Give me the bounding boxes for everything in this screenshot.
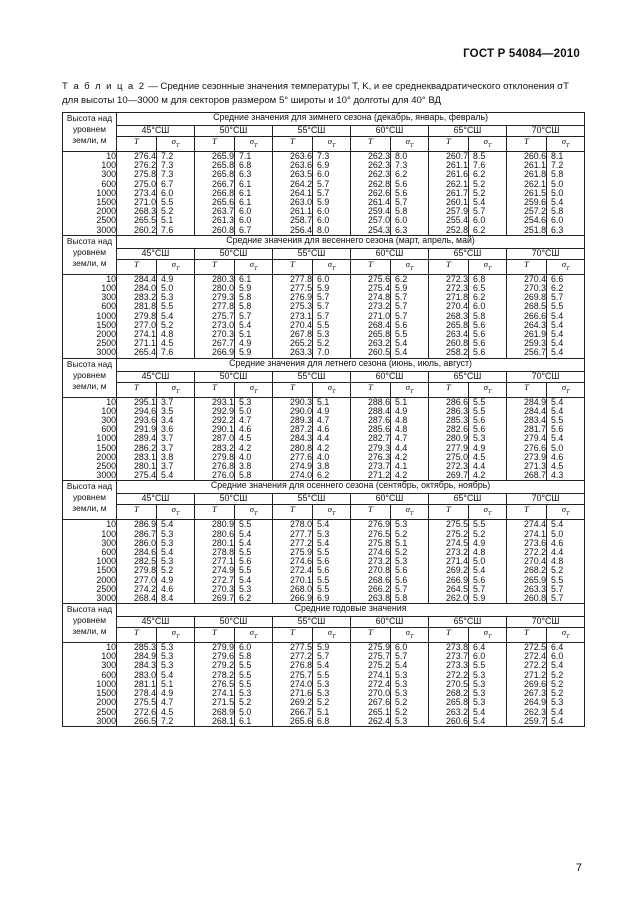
sigma-letter: σ bbox=[483, 381, 488, 392]
latitude-header: 45°СШ bbox=[117, 617, 195, 628]
sigma-subscript: T bbox=[566, 511, 570, 518]
sigma-subscript: T bbox=[176, 265, 180, 272]
temperature-symbol: T bbox=[273, 505, 313, 520]
table-caption-label: Т а б л и ц а 2 bbox=[62, 81, 146, 92]
sigma-values: 5.5 5.4 5.4 5.5 5.6 5.5 5.4 5.3 6.2 bbox=[235, 520, 273, 604]
temperature-symbol: T bbox=[507, 259, 547, 274]
sigma-values: 6.2 5.9 5.7 5.7 5.7 5.6 5.5 5.4 5.4 bbox=[391, 274, 429, 358]
sigma-symbol bbox=[235, 382, 273, 397]
symbol-row bbox=[63, 505, 585, 520]
temperature-symbol: T bbox=[273, 628, 313, 643]
sigma-values: 7.2 7.3 7.3 6.7 6.0 5.5 5.2 5.1 7.6 bbox=[157, 151, 195, 235]
sigma-symbol bbox=[547, 505, 585, 520]
latitude-header: 65°СШ bbox=[429, 248, 507, 259]
latitude-header: 70°СШ bbox=[507, 494, 585, 505]
sigma-subscript: T bbox=[176, 388, 180, 395]
temperature-symbol: T bbox=[507, 137, 547, 152]
sigma-subscript: T bbox=[176, 142, 180, 149]
sigma-symbol bbox=[157, 382, 195, 397]
sigma-symbol bbox=[313, 628, 351, 643]
latitude-header: 65°СШ bbox=[429, 126, 507, 137]
sigma-subscript: T bbox=[410, 511, 414, 518]
sigma-subscript: T bbox=[176, 511, 180, 518]
sigma-values: 3.7 3.5 3.4 3.6 3.7 3.7 3.8 3.7 5.4 bbox=[157, 397, 195, 481]
latitude-header: 60°СШ bbox=[351, 494, 429, 505]
sigma-letter: σ bbox=[483, 136, 488, 146]
sigma-subscript: T bbox=[176, 633, 180, 640]
temperature-values: 293.1 292.9 292.2 290.1 287.0 283.2 279.8 276.8 276.0 bbox=[195, 397, 235, 481]
temperature-values: 274.4 274.1 273.6 272.2 270.4 268.2 265.9 263.3 260.8 bbox=[507, 520, 547, 604]
temperature-symbol: T bbox=[429, 628, 469, 643]
sigma-symbol bbox=[157, 259, 195, 274]
latitude-header: 50°СШ bbox=[195, 494, 273, 505]
temperature-symbol: T bbox=[429, 505, 469, 520]
sigma-symbol bbox=[391, 137, 429, 152]
sigma-symbol bbox=[547, 382, 585, 397]
latitude-header: 45°СШ bbox=[117, 126, 195, 137]
season-title: Средние значения для зимнего сезона (декабрь, январь, февраль) bbox=[117, 113, 585, 126]
sigma-symbol bbox=[235, 137, 273, 152]
temperature-symbol: T bbox=[507, 382, 547, 397]
sigma-letter: σ bbox=[483, 258, 488, 269]
latitude-header: 65°СШ bbox=[429, 617, 507, 628]
values-row bbox=[63, 151, 585, 235]
latitude-row bbox=[63, 371, 585, 382]
sigma-values: 5.4 5.3 5.4 5.5 5.6 5.6 5.5 5.5 6.9 bbox=[313, 520, 351, 604]
temperature-values: 270.4 270.3 269.8 268.5 266.6 264.3 261.9 259.3 256.7 bbox=[507, 274, 547, 358]
sigma-symbol bbox=[235, 505, 273, 520]
temperature-values: 263.6 263.6 263.5 264.2 264.1 263.0 261.1 258.7 256.4 bbox=[273, 151, 313, 235]
temperature-symbol: T bbox=[195, 505, 235, 520]
height-values: 10 100 300 600 1000 1500 2000 2500 3000 bbox=[63, 643, 117, 727]
height-values: 10 100 300 600 1000 1500 2000 2500 3000 bbox=[63, 520, 117, 604]
sigma-values: 6.6 6.2 5.7 5.5 5.4 5.4 5.4 5.4 5.4 bbox=[547, 274, 585, 358]
sigma-letter: σ bbox=[405, 504, 410, 515]
table-caption bbox=[62, 80, 582, 107]
latitude-row bbox=[63, 617, 585, 628]
values-row bbox=[63, 397, 585, 481]
sigma-values: 5.4 5.0 4.6 4.4 4.8 5.2 5.5 5.7 5.7 bbox=[547, 520, 585, 604]
latitude-header: 65°СШ bbox=[429, 494, 507, 505]
temperature-values: 279.9 279.6 279.2 278.2 276.5 274.1 271.5 268.9 268.1 bbox=[195, 643, 235, 727]
sigma-letter: σ bbox=[483, 627, 488, 638]
sigma-values: 7.3 6.9 6.0 5.7 5.7 5.9 6.0 6.0 8.0 bbox=[313, 151, 351, 235]
temperature-values: 272.3 272.3 271.8 270.4 268.3 265.8 263.4 260.8 258.2 bbox=[429, 274, 469, 358]
sigma-letter: σ bbox=[249, 504, 254, 515]
sigma-letter: σ bbox=[561, 627, 567, 638]
sigma-symbol bbox=[469, 505, 507, 520]
sigma-symbol bbox=[469, 382, 507, 397]
latitude-header: 65°СШ bbox=[429, 371, 507, 382]
season-title: Средние значения для осеннего сезона (сентябрь, октябрь, ноябрь) bbox=[117, 481, 585, 494]
height-header: Высота над уровнем земли, м bbox=[63, 235, 117, 274]
temperature-symbol: T bbox=[429, 259, 469, 274]
sigma-letter: σ bbox=[405, 258, 410, 269]
sigma-symbol bbox=[469, 137, 507, 152]
season-title: Средние годовые значения bbox=[117, 604, 585, 617]
temperature-values: 275.9 275.7 275.2 274.1 272.4 270.0 267.6 265.1 262.4 bbox=[351, 643, 391, 727]
sigma-subscript: T bbox=[254, 265, 258, 272]
sigma-letter: σ bbox=[483, 504, 488, 515]
temperature-symbol: T bbox=[351, 628, 391, 643]
sigma-subscript: T bbox=[410, 633, 414, 640]
latitude-header: 45°СШ bbox=[117, 371, 195, 382]
season-title-row bbox=[63, 604, 585, 617]
height-values: 10 100 300 600 1000 1500 2000 2500 3000 bbox=[63, 397, 117, 481]
sigma-subscript: T bbox=[332, 633, 336, 640]
season-title: Средние значения для весеннего сезона (март, апрель, май) bbox=[117, 235, 585, 248]
sigma-letter: σ bbox=[171, 258, 176, 269]
sigma-symbol bbox=[313, 382, 351, 397]
sigma-values: 7.1 6.8 6.3 6.1 6.1 6.1 6.0 6.0 6.7 bbox=[235, 151, 273, 235]
sigma-letter: σ bbox=[327, 258, 332, 269]
temperature-symbol: T bbox=[507, 505, 547, 520]
temperature-symbol: T bbox=[429, 137, 469, 152]
season-title-row bbox=[63, 481, 585, 494]
temperature-symbol: T bbox=[273, 382, 313, 397]
latitude-header: 70°СШ bbox=[507, 248, 585, 259]
sigma-subscript: T bbox=[254, 388, 258, 395]
temperature-symbol: T bbox=[117, 628, 157, 643]
sigma-letter: σ bbox=[561, 504, 567, 515]
temperature-symbol: T bbox=[429, 382, 469, 397]
temperature-values: 278.0 277.7 277.2 275.9 274.6 272.4 270.1 268.0 266.9 bbox=[273, 520, 313, 604]
sigma-subscript: T bbox=[332, 265, 336, 272]
temperature-values: 280.3 280.0 279.3 277.8 275.7 273.0 270.3 267.7 266.9 bbox=[195, 274, 235, 358]
sigma-letter: σ bbox=[249, 136, 254, 146]
temperature-symbol: T bbox=[117, 382, 157, 397]
sigma-subscript: T bbox=[254, 142, 258, 149]
sigma-symbol bbox=[547, 628, 585, 643]
sigma-letter: σ bbox=[561, 258, 567, 269]
height-header: Высота над уровнем земли, м bbox=[63, 481, 117, 520]
sigma-symbol bbox=[391, 259, 429, 274]
latitude-row bbox=[63, 126, 585, 137]
temperature-symbol: T bbox=[195, 259, 235, 274]
temperature-symbol: T bbox=[195, 382, 235, 397]
height-header: Высота над уровнем земли, м bbox=[63, 358, 117, 397]
sigma-values: 5.4 5.3 5.3 5.4 5.3 5.2 4.9 4.6 8.4 bbox=[157, 520, 195, 604]
symbol-row bbox=[63, 137, 585, 152]
latitude-header: 55°СШ bbox=[273, 248, 351, 259]
latitude-header: 50°СШ bbox=[195, 126, 273, 137]
temperature-values: 276.9 276.5 275.8 274.6 273.2 270.8 268.6 266.2 263.8 bbox=[351, 520, 391, 604]
sigma-letter: σ bbox=[327, 381, 332, 392]
page-number: 7 bbox=[575, 862, 582, 874]
latitude-row bbox=[63, 248, 585, 259]
sigma-values: 6.0 5.9 5.7 5.7 5.7 5.5 5.3 5.2 7.0 bbox=[313, 274, 351, 358]
sigma-symbol bbox=[313, 259, 351, 274]
height-values: 10 100 300 600 1000 1500 2000 2500 3000 bbox=[63, 151, 117, 235]
values-row bbox=[63, 274, 585, 358]
temperature-symbol: T bbox=[273, 259, 313, 274]
sigma-symbol bbox=[547, 259, 585, 274]
latitude-header: 70°СШ bbox=[507, 371, 585, 382]
temperature-values: 286.6 286.3 285.3 282.6 280.9 277.9 275.0 272.3 269.7 bbox=[429, 397, 469, 481]
sigma-symbol bbox=[391, 505, 429, 520]
temperature-values: 288.6 288.4 287.6 285.6 282.7 279.3 276.3 273.7 271.2 bbox=[351, 397, 391, 481]
temperature-values: 277.5 277.2 276.8 275.7 274.0 271.6 269.2 266.7 265.6 bbox=[273, 643, 313, 727]
temperature-table bbox=[62, 112, 585, 727]
sigma-subscript: T bbox=[332, 511, 336, 518]
temperature-symbol: T bbox=[117, 505, 157, 520]
sigma-values: 8.1 7.2 5.8 5.0 5.0 5.4 5.8 6.0 6.3 bbox=[547, 151, 585, 235]
latitude-header: 50°СШ bbox=[195, 617, 273, 628]
temperature-symbol: T bbox=[351, 382, 391, 397]
sigma-values: 6.8 6.5 6.2 6.0 5.8 5.6 5.6 5.6 5.6 bbox=[469, 274, 507, 358]
temperature-values: 262.3 262.3 262.3 262.8 262.6 261.4 259.4 257.0 254.3 bbox=[351, 151, 391, 235]
temperature-symbol: T bbox=[507, 628, 547, 643]
symbol-row bbox=[63, 628, 585, 643]
sigma-symbol bbox=[313, 505, 351, 520]
sigma-subscript: T bbox=[566, 265, 570, 272]
sigma-values: 6.4 6.0 5.5 5.3 5.3 5.3 5.3 5.4 5.4 bbox=[469, 643, 507, 727]
sigma-values: 5.4 5.4 5.5 5.6 5.4 5.0 4.6 4.5 4.3 bbox=[547, 397, 585, 481]
temperature-symbol: T bbox=[117, 137, 157, 152]
latitude-header: 70°СШ bbox=[507, 617, 585, 628]
temperature-symbol: T bbox=[351, 505, 391, 520]
sigma-values: 5.3 5.0 4.7 4.6 4.5 4.2 4.0 3.8 5.8 bbox=[235, 397, 273, 481]
sigma-letter: σ bbox=[327, 627, 332, 638]
temperature-values: 290.3 290.0 289.3 287.2 284.3 280.8 277.6 274.9 274.0 bbox=[273, 397, 313, 481]
sigma-subscript: T bbox=[566, 388, 570, 395]
sigma-letter: σ bbox=[171, 627, 176, 638]
latitude-header: 50°СШ bbox=[195, 371, 273, 382]
temperature-symbol: T bbox=[117, 259, 157, 274]
sigma-subscript: T bbox=[410, 388, 414, 395]
temperature-values: 260.7 261.1 261.6 262.1 261.7 260.1 257.9 255.4 252.8 bbox=[429, 151, 469, 235]
temperature-values: 286.9 286.7 286.0 284.6 282.5 279.8 277.0 274.2 268.4 bbox=[117, 520, 157, 604]
height-header: Высота над уровнем земли, м bbox=[63, 113, 117, 152]
sigma-values: 5.3 5.2 5.1 5.2 5.3 5.6 5.6 5.7 5.8 bbox=[391, 520, 429, 604]
latitude-header: 45°СШ bbox=[117, 494, 195, 505]
temperature-values: 275.5 275.2 274.5 273.2 271.4 269.2 266.9 264.5 262.0 bbox=[429, 520, 469, 604]
temperature-values: 272.5 272.4 272.2 271.2 269.6 267.3 264.9 262.3 259.7 bbox=[507, 643, 547, 727]
temperature-symbol: T bbox=[351, 259, 391, 274]
latitude-row bbox=[63, 494, 585, 505]
sigma-letter: σ bbox=[405, 627, 410, 638]
sigma-values: 5.1 4.9 4.8 4.8 4.7 4.4 4.2 4.1 4.2 bbox=[391, 397, 429, 481]
standard-designation: ГОСТ Р 54084—2010 bbox=[463, 48, 580, 60]
height-header: Высота над уровнем земли, м bbox=[63, 604, 117, 643]
sigma-letter: σ bbox=[561, 136, 567, 146]
sigma-subscript: T bbox=[488, 388, 492, 395]
symbol-row bbox=[63, 259, 585, 274]
latitude-header: 60°СШ bbox=[351, 126, 429, 137]
sigma-letter: σ bbox=[171, 381, 176, 392]
temperature-values: 285.3 284.9 284.3 283.0 281.1 278.4 275.5 272.6 266.5 bbox=[117, 643, 157, 727]
sigma-subscript: T bbox=[254, 633, 258, 640]
temperature-values: 280.9 280.6 280.1 278.8 277.1 274.9 272.7 270.3 269.7 bbox=[195, 520, 235, 604]
latitude-header: 60°СШ bbox=[351, 248, 429, 259]
temperature-values: 277.8 277.5 276.9 275.3 273.1 270.4 267.8 265.2 263.3 bbox=[273, 274, 313, 358]
latitude-header: 55°СШ bbox=[273, 126, 351, 137]
values-row bbox=[63, 520, 585, 604]
sigma-values: 5.5 5.2 4.9 4.8 5.0 5.4 5.6 5.7 5.9 bbox=[469, 520, 507, 604]
sigma-values: 5.9 5.7 5.4 5.5 5.3 5.3 5.2 5.1 6.8 bbox=[313, 643, 351, 727]
sigma-letter: σ bbox=[249, 381, 254, 392]
sigma-subscript: T bbox=[488, 265, 492, 272]
sigma-letter: σ bbox=[249, 258, 254, 269]
sigma-symbol bbox=[391, 382, 429, 397]
sigma-letter: σ bbox=[171, 504, 176, 515]
latitude-header: 60°СШ bbox=[351, 617, 429, 628]
temperature-symbol: T bbox=[195, 628, 235, 643]
season-title: Средние значения для летнего сезона (июнь, июль, август) bbox=[117, 358, 585, 371]
season-title-row bbox=[63, 358, 585, 371]
temperature-values: 276.4 276.2 275.8 275.0 273.4 271.0 268.3 265.5 260.2 bbox=[117, 151, 157, 235]
sigma-subscript: T bbox=[566, 633, 570, 640]
latitude-header: 70°СШ bbox=[507, 126, 585, 137]
sigma-values: 4.9 5.0 5.3 5.5 5.4 5.2 4.8 4.5 7.6 bbox=[157, 274, 195, 358]
height-values: 10 100 300 600 1000 1500 2000 2500 3000 bbox=[63, 274, 117, 358]
temperature-values: 284.4 284.0 283.2 281.8 279.8 277.0 274.1 271.1 265.4 bbox=[117, 274, 157, 358]
temperature-values: 265.9 265.8 265.8 266.7 266.8 265.6 263.7 261.3 260.8 bbox=[195, 151, 235, 235]
sigma-values: 6.1 5.9 5.8 5.8 5.7 5.4 5.1 4.9 5.9 bbox=[235, 274, 273, 358]
sigma-symbol bbox=[157, 505, 195, 520]
sigma-symbol bbox=[235, 628, 273, 643]
sigma-values: 6.0 5.8 5.5 5.5 5.5 5.3 5.2 5.0 6.1 bbox=[235, 643, 273, 727]
values-row bbox=[63, 643, 585, 727]
sigma-subscript: T bbox=[410, 265, 414, 272]
sigma-symbol bbox=[235, 259, 273, 274]
temperature-symbol: T bbox=[273, 137, 313, 152]
sigma-subscript: T bbox=[332, 142, 336, 149]
latitude-header: 55°СШ bbox=[273, 617, 351, 628]
sigma-letter: σ bbox=[249, 627, 254, 638]
sigma-symbol bbox=[391, 628, 429, 643]
temperature-symbol: T bbox=[351, 137, 391, 152]
sigma-values: 8.0 7.3 6.2 5.6 5.6 5.7 5.8 6.0 6.3 bbox=[391, 151, 429, 235]
temperature-values: 275.6 275.4 274.8 273.2 271.0 268.4 265.8 263.2 260.5 bbox=[351, 274, 391, 358]
latitude-header: 55°СШ bbox=[273, 371, 351, 382]
temperature-values: 260.6 261.1 261.8 262.1 261.5 259.6 257.2 254.6 251.8 bbox=[507, 151, 547, 235]
sigma-subscript: T bbox=[488, 511, 492, 518]
sigma-letter: σ bbox=[327, 136, 332, 146]
sigma-subscript: T bbox=[410, 142, 414, 149]
sigma-symbol bbox=[547, 137, 585, 152]
latitude-header: 45°СШ bbox=[117, 248, 195, 259]
table-caption-text: — Средние сезонные значения температуры T, K, и ее среднеквадратического отклонения σT для высоты 10—3000 м для секторов размером 5° широты и 10° долготы для 40° ВД bbox=[62, 81, 569, 106]
season-title-row bbox=[63, 235, 585, 248]
sigma-values: 5.5 5.5 5.6 5.6 5.3 4.9 4.5 4.4 4.2 bbox=[469, 397, 507, 481]
sigma-values: 5.3 5.3 5.3 5.4 5.1 4.9 4.7 4.5 7.2 bbox=[157, 643, 195, 727]
sigma-values: 6.4 6.0 5.4 5.2 5.2 5.2 5.3 5.4 5.4 bbox=[547, 643, 585, 727]
sigma-subscript: T bbox=[332, 388, 336, 395]
temperature-symbol: T bbox=[195, 137, 235, 152]
sigma-symbol bbox=[469, 259, 507, 274]
sigma-subscript: T bbox=[488, 633, 492, 640]
sigma-values: 6.0 5.7 5.4 5.3 5.3 5.3 5.2 5.2 5.3 bbox=[391, 643, 429, 727]
sigma-symbol bbox=[469, 628, 507, 643]
symbol-row bbox=[63, 382, 585, 397]
latitude-header: 55°СШ bbox=[273, 494, 351, 505]
sigma-subscript: T bbox=[254, 511, 258, 518]
sigma-letter: σ bbox=[561, 381, 567, 392]
temperature-values: 295.1 294.6 293.6 291.9 289.4 286.2 283.1 280.1 275.4 bbox=[117, 397, 157, 481]
sigma-values: 8.5 7.6 6.2 5.2 5.2 5.4 5.7 6.0 6.2 bbox=[469, 151, 507, 235]
sigma-symbol bbox=[313, 137, 351, 152]
latitude-header: 60°СШ bbox=[351, 371, 429, 382]
sigma-subscript: T bbox=[566, 142, 570, 149]
temperature-values: 284.9 284.4 283.4 281.7 279.4 276.6 273.9 271.3 268.7 bbox=[507, 397, 547, 481]
latitude-header: 50°СШ bbox=[195, 248, 273, 259]
temperature-values: 273.8 273.7 273.3 272.2 270.5 268.2 265.8 263.2 260.6 bbox=[429, 643, 469, 727]
sigma-letter: σ bbox=[327, 504, 332, 515]
sigma-symbol bbox=[157, 137, 195, 152]
season-title-row bbox=[63, 113, 585, 126]
sigma-letter: σ bbox=[171, 136, 176, 146]
sigma-values: 5.1 4.9 4.7 4.6 4.4 4.2 4.0 3.8 6.2 bbox=[313, 397, 351, 481]
sigma-letter: σ bbox=[405, 136, 410, 146]
sigma-subscript: T bbox=[488, 142, 492, 149]
sigma-letter: σ bbox=[405, 381, 410, 392]
sigma-symbol bbox=[157, 628, 195, 643]
